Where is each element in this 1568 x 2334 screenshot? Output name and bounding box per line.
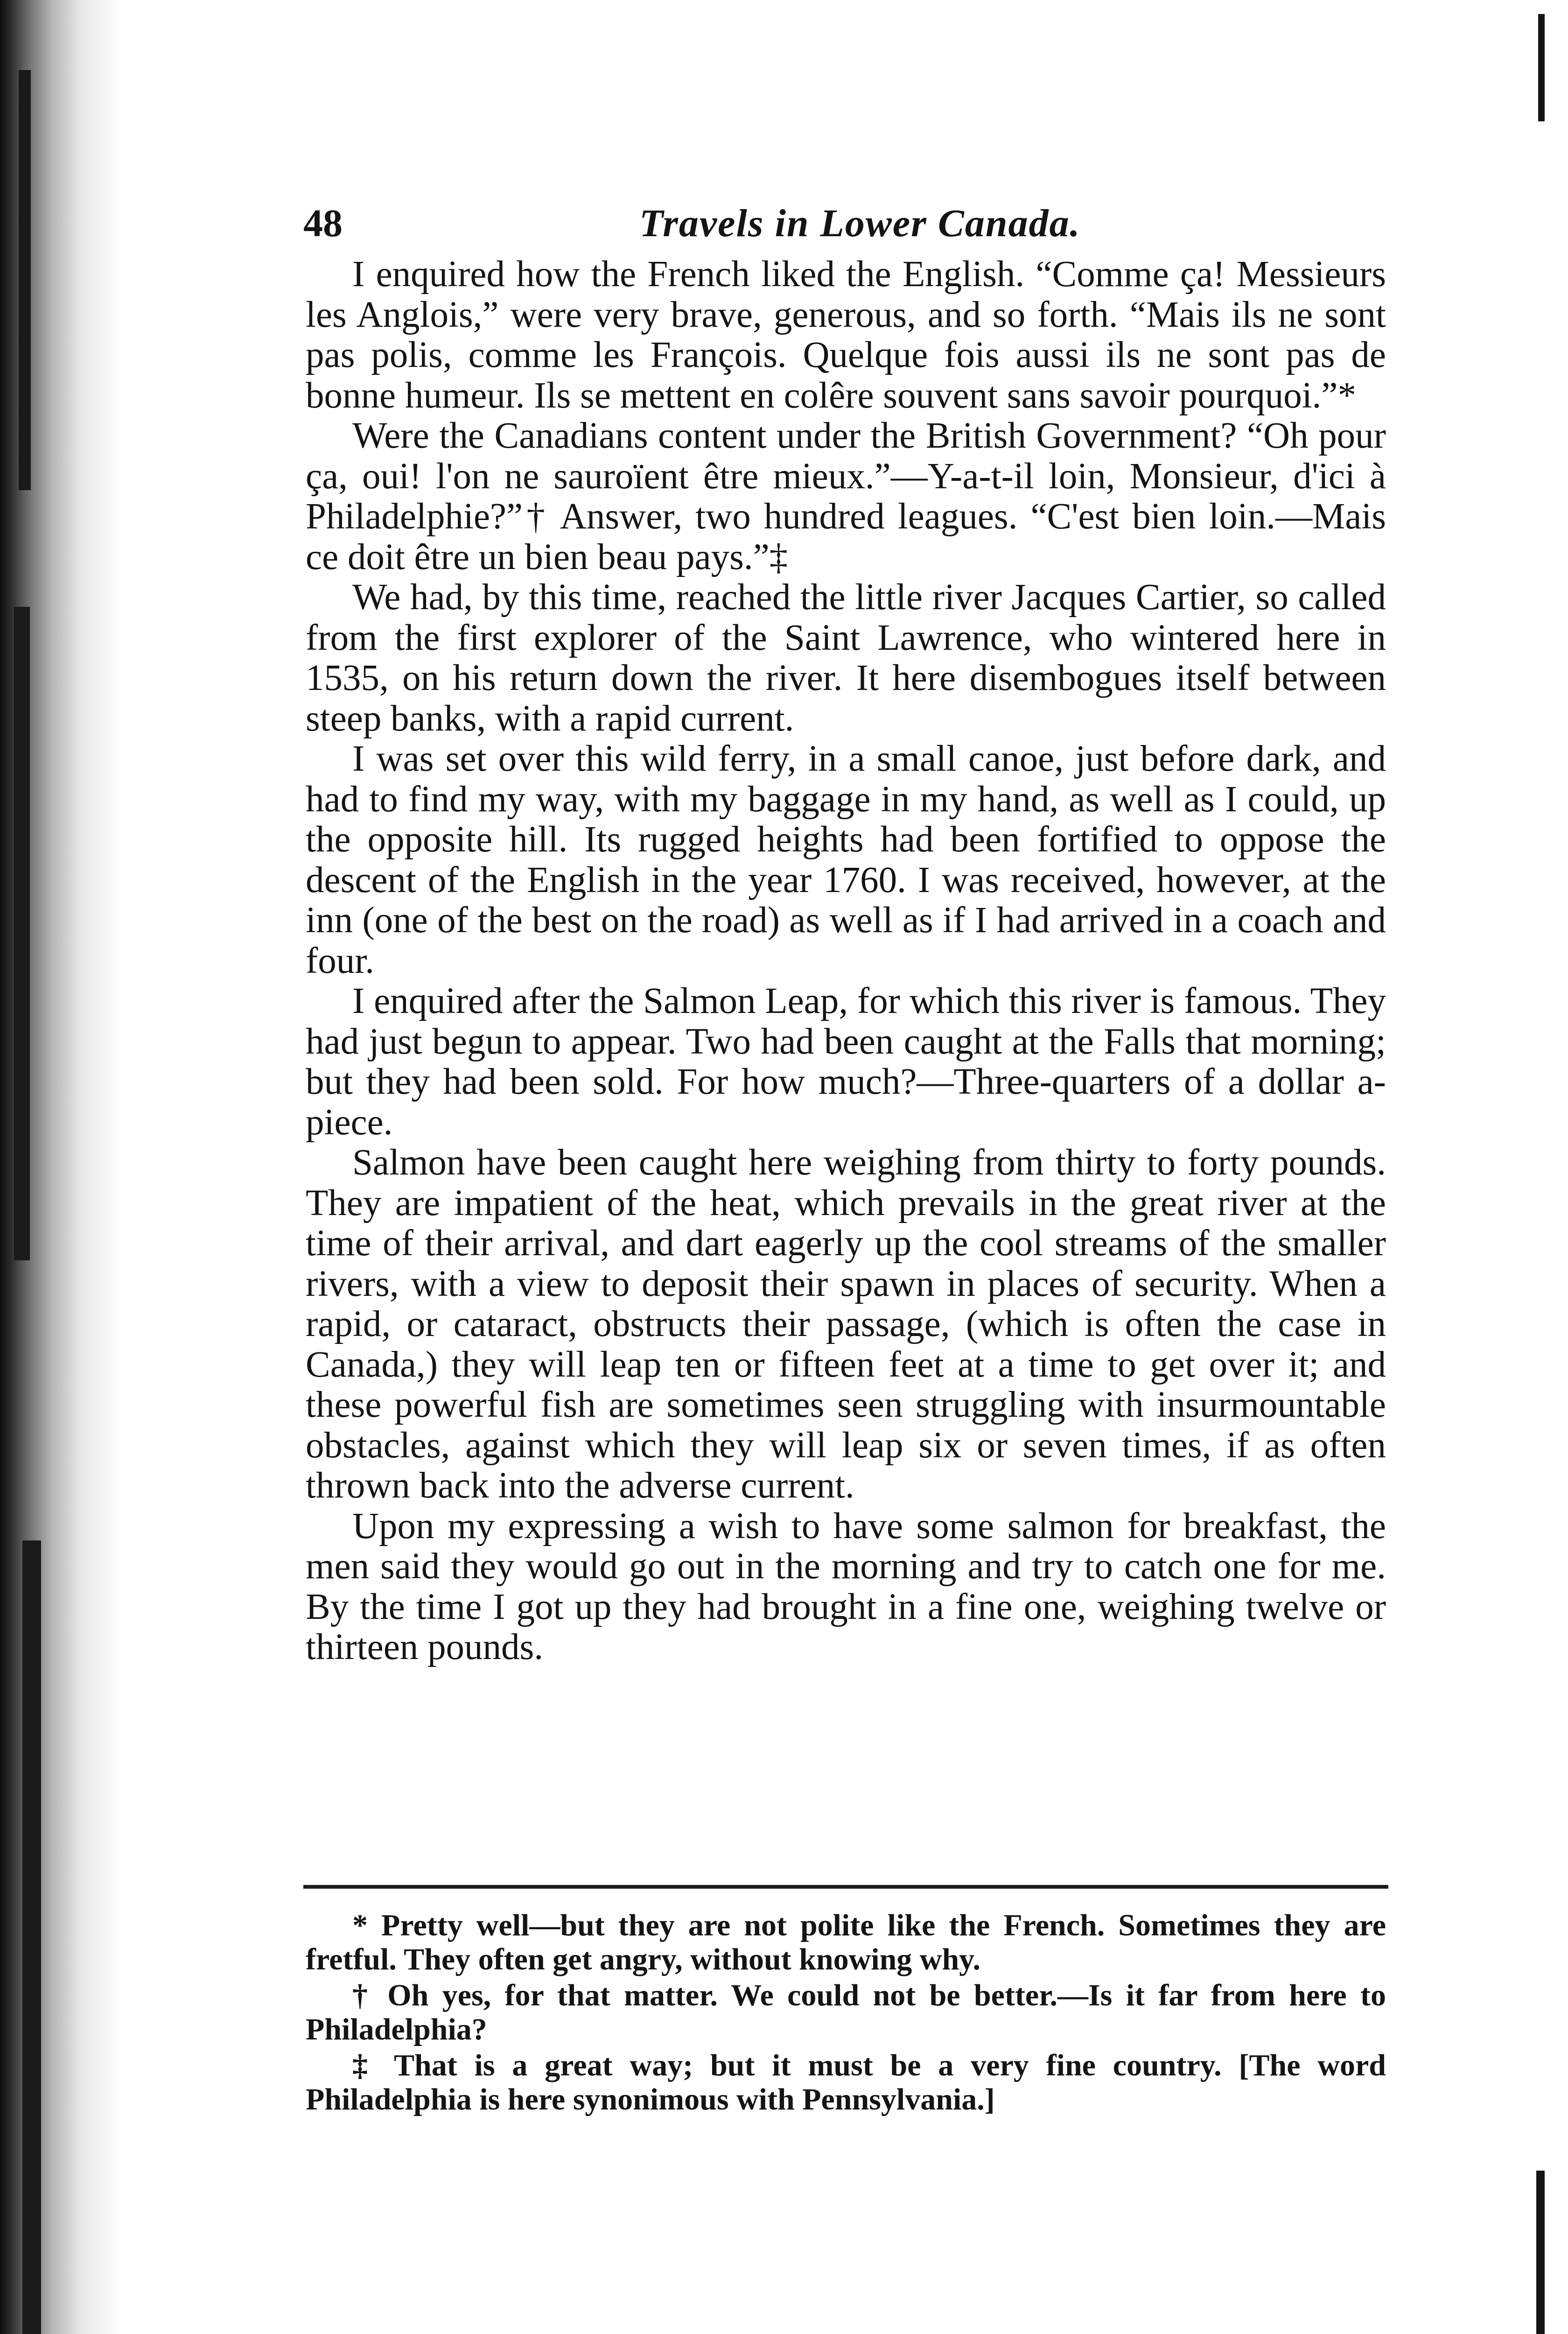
- scan-streak: [19, 70, 31, 490]
- scan-mark-right: [1536, 2171, 1545, 2334]
- paragraph: I was set over this wild ferry, in a small canoe, just before dark, and had to find my way, with my baggage in my hand, as well as I could, up the opposite hill. Its rugged heights had been fortified to oppose the descent of the English in the year 1760. I was received, however, at the inn (one of the best on the road) as well as if I had arrived in a coach and four.: [306, 738, 1386, 981]
- paragraph: I enquired after the Salmon Leap, for which this river is famous. They had just begun to appear. Two had been caught at the Falls that morning; but they had been sold. For how much?—Three-quarters of a dollar a-piece.: [306, 981, 1386, 1143]
- paragraph: Were the Canadians content under the British Government? “Oh pour ça, oui! l'on ne sauroïent être mieux.”—Y-a-t-il loin, Monsieur, d'ici à Philadelphie?”† Answer, two hundred leagues. “C'est bien loin.—Mais ce doit être un bien beau pays.”‡: [306, 415, 1386, 577]
- page-header: [303, 201, 1386, 252]
- paragraph: I enquired how the French liked the English. “Comme ça! Messieurs les Anglois,” were very brave, generous, and so forth. “Mais ils ne sont pas polis, comme les François. Quelque fois aussi ils ne sont pas de bonne humeur. Ils se mettent en colêre souvent sans savoir pourquoi.”*: [306, 254, 1386, 416]
- footnote: * Pretty well—but they are not polite like the French. Sometimes they are fretful. They often get angry, without knowing why.: [306, 1908, 1386, 1976]
- footnote: † Oh yes, for that matter. We could not be better.—Is it far from here to Philadelphia?: [306, 1978, 1386, 2046]
- body-text: [306, 254, 1386, 1668]
- running-head: Travels in Lower Canada.: [639, 202, 1081, 245]
- footnote: ‡ That is a great way; but it must be a very fine country. [The word Philadelphia is here synonimous with Pennsylvania.]: [306, 2048, 1386, 2116]
- footnote-rule: [303, 1885, 1388, 1889]
- footnotes: [306, 1908, 1386, 2118]
- paragraph: Upon my expressing a wish to have some salmon for breakfast, the men said they would go out in the morning and try to catch one for me. By the time I got up they had brought in a fine one, weighing twelve or thirteen pounds.: [306, 1505, 1386, 1667]
- page-number: 48: [303, 202, 343, 245]
- scan-mark-right: [1538, 14, 1545, 121]
- paragraph: We had, by this time, reached the little river Jacques Cartier, so called from the first explorer of the Saint Lawrence, who wintered here in 1535, on his return down the river. It here disembogues itself between steep banks, with a rapid current.: [306, 577, 1386, 739]
- scan-streak: [22, 1540, 41, 2334]
- paragraph: Salmon have been caught here weighing from thirty to forty pounds. They are impatient of the heat, which prevails in the great river at the time of their arrival, and dart eagerly up the cool streams of the smaller rivers, with a view to deposit their spawn in places of security. When a rapid, or cataract, obstructs their passage, (which is often the case in Canada,) they will leap ten or fifteen feet at a time to get over it; and these powerful fish are sometimes seen struggling with insurmountable obstacles, against which they will leap six or seven times, if as often thrown back into the adverse current.: [306, 1142, 1386, 1506]
- scan-streak: [14, 607, 30, 1260]
